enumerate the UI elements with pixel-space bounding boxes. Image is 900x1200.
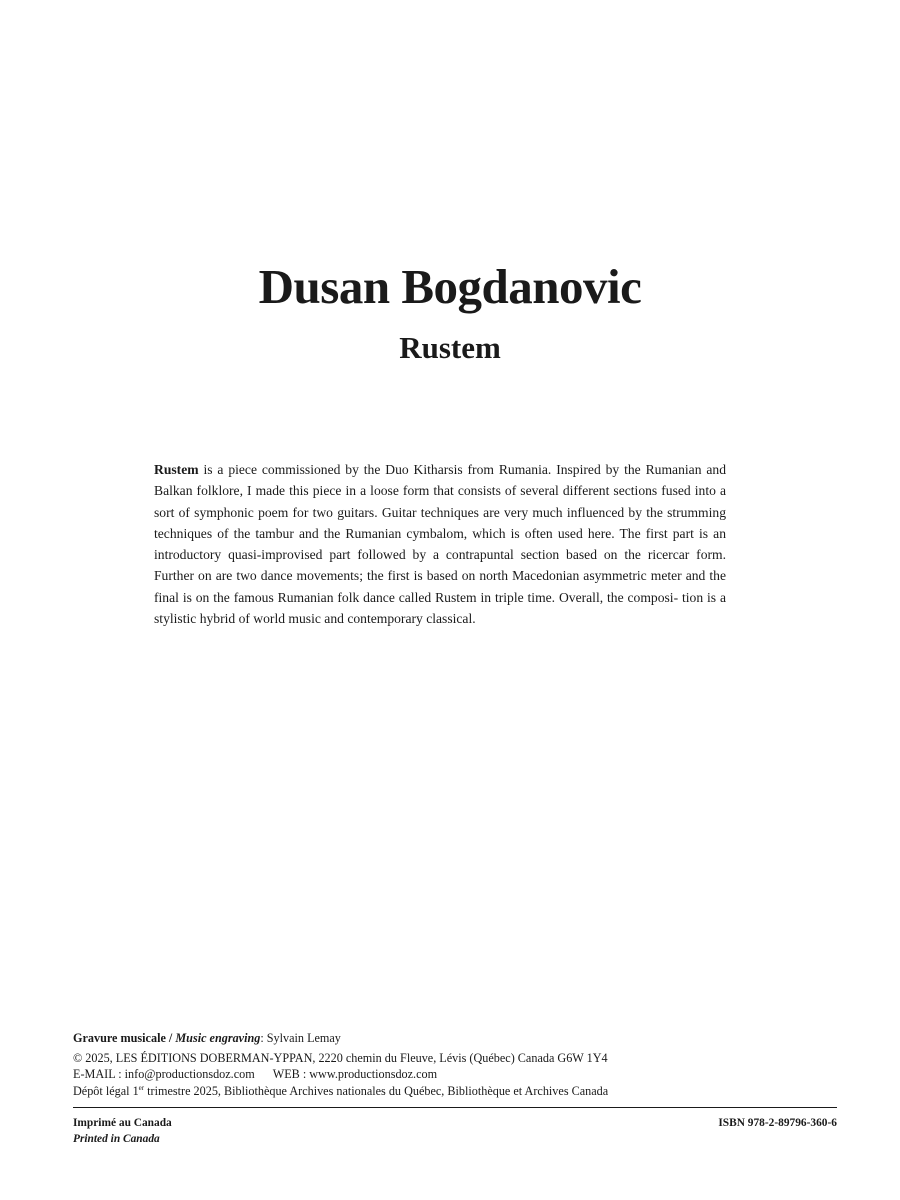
engraving-label-fr: Gravure musicale / xyxy=(73,1031,173,1045)
copyright-line: © 2025, LES ÉDITIONS DOBERMAN-YPPAN, 2220 chemin du Fleuve, Lévis (Québec) Canada G6W 1Y4 xyxy=(73,1051,608,1066)
web-contact[interactable]: WEB : www.productionsdoz.com xyxy=(272,1067,438,1082)
depot-prefix: Dépôt légal 1 xyxy=(73,1083,139,1098)
engraving-name: : Sylvain Lemay xyxy=(260,1031,341,1045)
description-lead: Rustem xyxy=(154,462,199,477)
description-line: part followed by a contrapuntal section based on the ricercar form. Further on are two xyxy=(154,547,726,584)
work-title: Rustem xyxy=(399,330,501,365)
legal-deposit-line xyxy=(73,1083,837,1099)
publisher-footer xyxy=(73,1030,837,1099)
printed-en: Printed in Canada xyxy=(73,1132,160,1145)
description-line: Rumanian and Balkan folklore, I made this piece in a loose form that consists of several xyxy=(154,462,726,499)
description-line: cymbalom, which is often used here. The first part is an introductory quasi-improvised xyxy=(154,525,726,563)
engraving-credit xyxy=(73,1030,837,1046)
description-line: different sections fused into a sort of symphonic poem for two guitars. Guitar techniques xyxy=(154,483,726,520)
footer-divider xyxy=(73,1107,837,1108)
description-line: are very much influenced by the strumming techniques of the tambur and the Rumanian xyxy=(154,504,726,541)
description-line: is on the famous Rumanian folk dance called Rustem in triple time. Overall, the composi- xyxy=(182,589,679,605)
isbn-number: ISBN 978-2-89796-360-6 xyxy=(718,1117,837,1129)
composer-name: Dusan Bogdanovic xyxy=(258,259,642,314)
description-line: dance movements; the first is based on north Macedonian asymmetric meter and the final xyxy=(154,568,727,605)
engraving-label-en: Music engraving xyxy=(175,1031,261,1045)
printed-fr: Imprimé au Canada xyxy=(73,1117,172,1129)
email-contact[interactable]: E-MAIL : info@productionsdoz.com xyxy=(73,1067,255,1082)
depot-suffix: trimestre 2025, Bibliothèque Archives nationales du Québec, Bibliothèque et Archives Canada xyxy=(144,1083,609,1098)
description-line: tion is a stylistic hybrid of world music and contemporary classical. xyxy=(154,589,726,627)
printed-in xyxy=(73,1116,172,1147)
contact-line xyxy=(73,1066,837,1082)
work-description xyxy=(154,459,726,629)
description-line: is a piece commissioned by the Duo Kitharsis from Rumania. Inspired by the xyxy=(198,462,641,477)
depot-superscript: er xyxy=(138,1083,145,1092)
